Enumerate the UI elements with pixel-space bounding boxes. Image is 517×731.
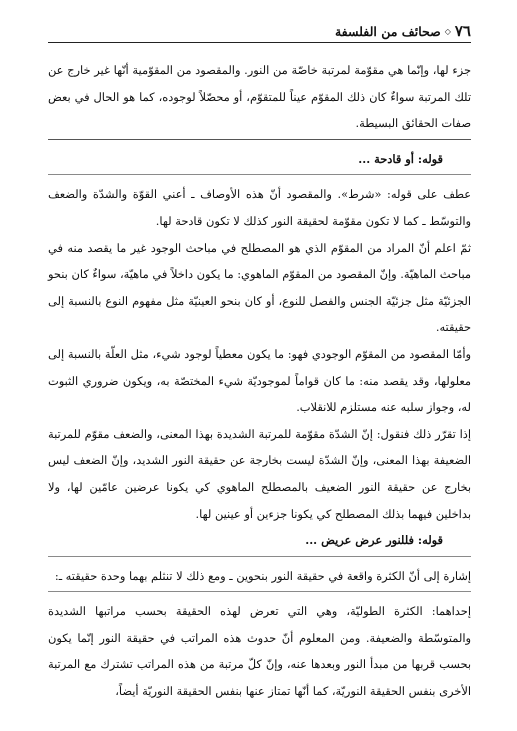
paragraph-2: عطف على قوله: «شرط». والمقصود أنّ هذه الأوصاف ـ أعني القوّة والشدّة والضعف والتوسّط ـ كما لا تكون مقوّمة لحقيقة النور كذلك لا تكون قادحة لها. — [48, 187, 471, 228]
paragraph-5: إذا تقرّر ذلك فنقول: إنّ الشدّة مقوّمة للمرتبة الشديدة بهذا المعنى، والضعف مقوّم للمرتبة الضعيفة بهذا المعنى، وإنّ الشدّة ليست بخارجة عن حقيقة النور الشديد، وإنّ الضعف ليس بخارج عن حقيقة النور الضعيف بالمصطلح الماهوي كي يكونا عرضين عامّين لها، ولا بداخلين فيهما بذلك المصطلح كي يكونا جزءين أو عينين لها. — [48, 426, 471, 521]
paragraph-6: إشارة إلى أنّ الكثرة واقعة في حقيقة النور بنحوين ـ ومع ذلك لا تنثلم بهما وحدة حقيقته ـ: — [54, 568, 471, 583]
page-number: ٧٦ — [454, 22, 471, 40]
diamond-separator-icon: ◇ — [444, 26, 451, 36]
section-divider-1 — [48, 139, 471, 140]
paragraph-4: وأمّا المقصود من المقوّم الوجودي فهو: ما يكون معطياً لوجود شيء، مثل العلّة بالنسبة إلى معلولها، وقد يقصد منه: ما كان قواماً لموجوديّة شيء المختصّة به، ويكون ضروري الثبوت له، وجواز سلبه عنه مستلزم للانقلاب. — [48, 346, 471, 415]
quote-heading-2: قوله: فللنور عرض عريض ... — [305, 533, 443, 548]
section-divider-3 — [48, 556, 471, 557]
paragraph-7: إحداهما: الكثرة الطوليّة، وهي التي تعرض لهذه الحقيقة بحسب مراتبها الشديدة والمتوسّطة والضعيفة. ومن المعلوم أنّ حدوث هذه المراتب في حقيقة النور إنّما يكون بحسب قربها من مبدأ النور وبعدها عنه، وإنّ كلّ مرتبة من هذه المراتب تشترك مع المرتبة الأخرى بنفس الحقيقة النوريّة، كما أنّها تمتاز عنها بنفس الحقيقة النوريّة أيضاً، — [48, 604, 471, 699]
page-header — [48, 20, 471, 43]
section-divider-4 — [48, 591, 471, 592]
section-divider-2 — [48, 174, 471, 175]
running-title: صحائف من الفلسفة — [334, 23, 441, 39]
quote-heading-1: قوله: أو قادحة ... — [358, 151, 443, 166]
paragraph-1: جزء لها، وإنّما هي مقوّمة لمرتبة خاصّة من النور. والمقصود من المقوّمية أنّها غير خارج عن تلك المرتبة سواءٌ كان ذلك المقوّم عيناً للمتقوّم، أو محصّلاً لوجوده، كما هو الحال في بعض صفات الحقائق البسيطة. — [48, 63, 471, 131]
page-body — [48, 57, 471, 705]
header-page-info — [335, 22, 471, 40]
paragraph-3: ثمّ اعلم أنّ المراد من المقوّم الذي هو المصطلح في مباحث الوجود غير ما يقصد منه في مباحث الماهيّة. وإنّ المقصود من المقوّم الماهوي: ما يكون داخلاً في ماهيّة، سواءٌ كان بنحو الجزئيّة مثل جزئيّة الجنس والفصل للنوع، أو كان بنحو العينيّة مثل مفهوم النوع بالنسبة إلى حقيقته. — [48, 240, 471, 335]
